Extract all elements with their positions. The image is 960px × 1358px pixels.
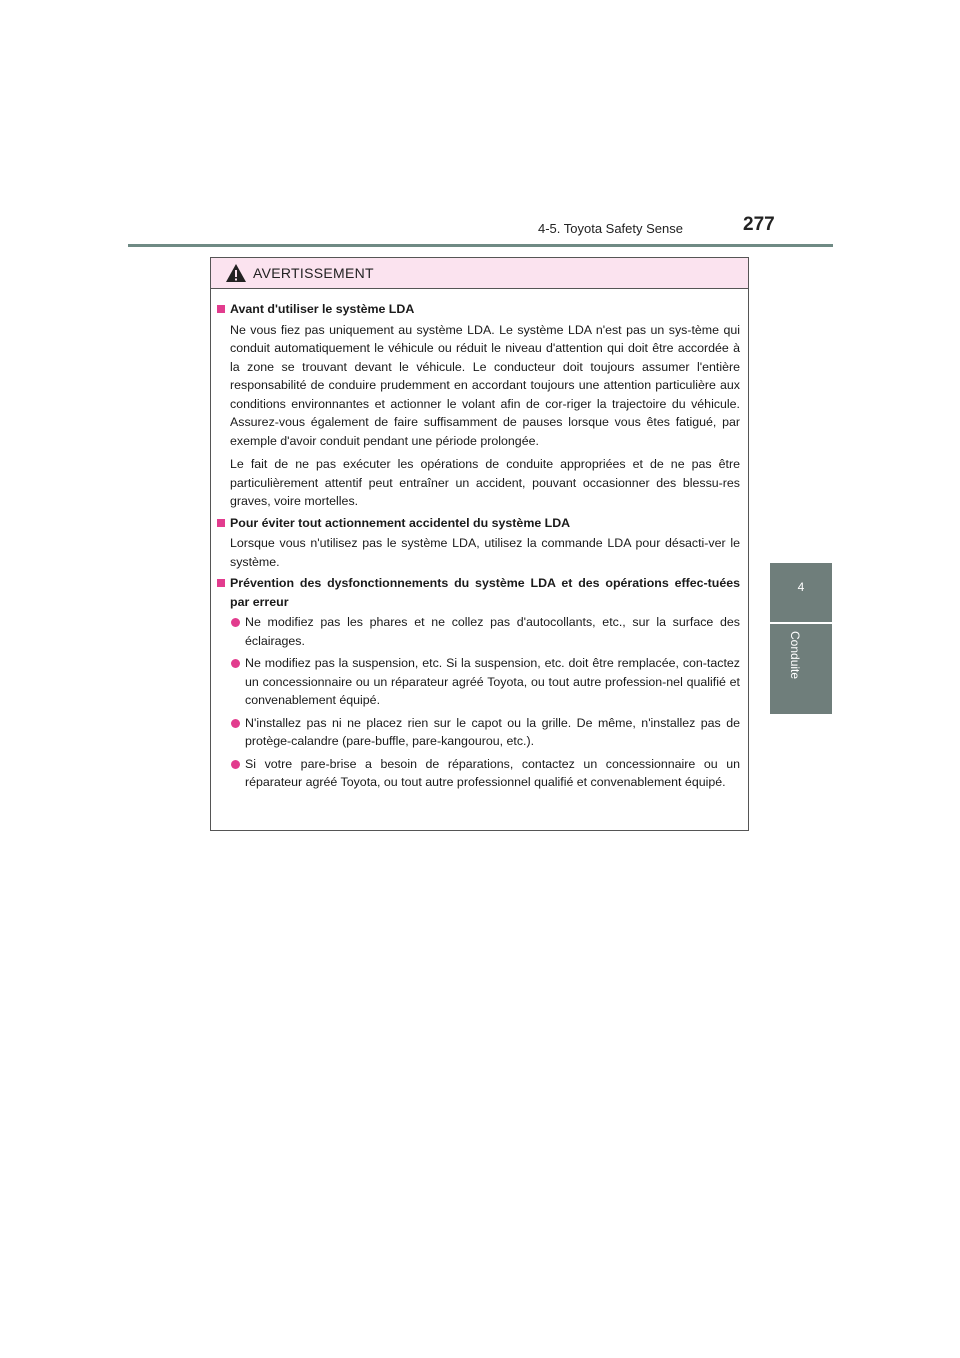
warning-title: AVERTISSEMENT [253, 265, 374, 281]
page-number: 277 [743, 214, 775, 235]
section-heading [217, 514, 740, 533]
warning-triangle-icon [225, 263, 247, 283]
list-item-text: Ne modifiez pas les phares et ne collez pas d'autocollants, etc., sur la surface des éclairages. [245, 615, 740, 648]
paragraph: Lorsque vous n'utilisez pas le système LDA, utilisez la commande LDA pour désacti-ver le système. [230, 536, 740, 569]
section-heading [217, 300, 740, 319]
list-item-text: N'installez pas ni ne placez rien sur le capot ou la grille. De même, n'installez pas de protège-calandre (pare-buffle, pare-kangourou, etc.). [245, 715, 740, 748]
chapter-number: 4 [797, 580, 805, 594]
header-section-title: 4-5. Toyota Safety Sense [537, 221, 683, 236]
list-item [217, 654, 740, 710]
header-divider [128, 244, 833, 247]
square-bullet-icon [217, 305, 225, 313]
warning-body [211, 289, 748, 792]
section-heading-text: Avant d'utiliser le système LDA [230, 302, 415, 316]
list-item [217, 613, 740, 650]
paragraph: Ne vous fiez pas uniquement au système LDA. Le système LDA n'est pas un sys-tème qui conduit automatiquement le véhicule ou réduit le niveau d'attention qui doit être accordée à la zone se trouvant devant le véhicule. Le conducteur doit toujours assumer l'entière responsabilité de conduire prudemment en accordant toujours une attention particulière aux conditions environnantes et actionner le volant afin de cor-riger la trajectoire du véhicule. Assurez-vous également de faire suffisamment de pauses lorsque vous êtes fatigué, par exemple d'avoir conduit pendant une période prolongée. [230, 322, 740, 448]
chapter-label: Conduite [788, 631, 802, 680]
circle-bullet-icon [231, 760, 240, 769]
warning-header [211, 258, 748, 289]
list-item [217, 755, 740, 792]
circle-bullet-icon [231, 659, 240, 668]
circle-bullet-icon [231, 719, 240, 728]
circle-bullet-icon [231, 618, 240, 627]
list-item [217, 714, 740, 751]
square-bullet-icon [217, 579, 225, 587]
warning-box [210, 257, 749, 831]
paragraph: Le fait de ne pas exécuter les opérations de conduite appropriées et de ne pas être particulièrement attentif peut entraîner un accident, pouvant occasionner des blessu-res graves, voire mortelles. [230, 457, 740, 508]
section-heading-text: Pour éviter tout actionnement accidentel du système LDA [230, 515, 571, 530]
section-heading-text: Prévention des dysfonctionnements du système LDA et des opérations effec-tuées par erreur [230, 576, 740, 609]
section-heading [217, 574, 740, 611]
list-item-text: Si votre pare-brise a besoin de réparations, contactez un concessionnaire ou un réparateur agréé Toyota, ou tout autre professionnel qualifié et convenablement équipé. [245, 756, 740, 789]
list-item-text: Ne modifiez pas la suspension, etc. Si la suspension, etc. doit être remplacée, con-tactez un concessionnaire ou un réparateur agréé Toyota, ou tout autre profession-nel qualifié et convenablement équipé. [245, 656, 740, 707]
square-bullet-icon [217, 519, 225, 527]
